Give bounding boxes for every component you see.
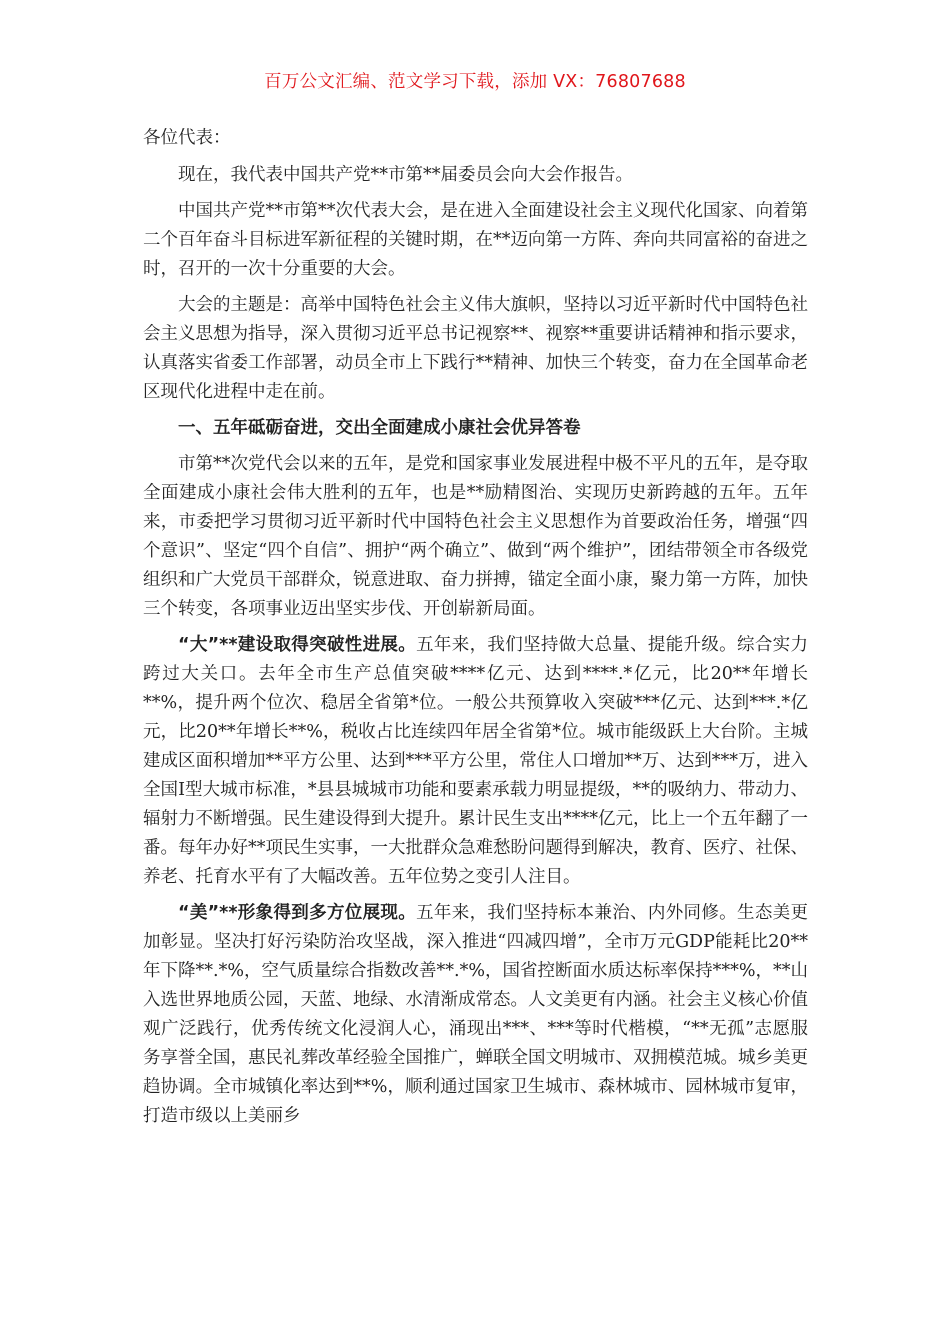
paragraph-6-lead: “美”**形象得到多方位展现。 — [178, 903, 417, 923]
paragraph-1: 现在，我代表中国共产党**市第**届委员会向大会作报告。 — [178, 165, 633, 185]
paragraph-5 — [143, 631, 808, 892]
header-banner: 百万公文汇编、范文学习下载，添加 VX：76807688 — [264, 72, 686, 92]
salutation: 各位代表： — [143, 128, 231, 148]
paragraph-2: 中国共产党**市第**次代表大会，是在进入全面建设社会主义现代化国家、向着第二个百年奋斗目标进军新征程的关键时期，在**迈向第一方阵、奔向共同富裕的奋进之时，召开的一次十分重要的大会。 — [143, 201, 808, 279]
paragraph-6 — [143, 899, 808, 1131]
section-heading-1: 一、五年砥砺奋进，交出全面建成小康社会优异答卷 — [178, 418, 581, 438]
paragraph-4: 市第**次党代会以来的五年，是党和国家事业发展进程中极不平凡的五年，是夺取全面建成小康社会伟大胜利的五年，也是**励精图治、实现历史新跨越的五年。五年来，市委把学习贯彻习近平新时代中国特色社会主义思想作为首要政治任务，增强“四个意识”、坚定“四个自信”、拥护“两个确立”、做到“两个维护”，团结带领全市各级党组织和广大党员干部群众，锐意进取、奋力拼搏，锚定全面小康，聚力第一方阵，加快三个转变，各项事业迈出坚实步伐、开创崭新局面。 — [143, 454, 808, 619]
paragraph-5-lead: “大”**建设取得突破性进展。 — [178, 635, 417, 655]
paragraph-5-body: 五年来，我们坚持做大总量、提能升级。综合实力跨过大关口。去年全市生产总值突破****亿元、达到****.*亿元，比20**年增长**%，提升两个位次、稳居全省第*位。一般公共预算收入突破***亿元、达到***.*亿元，比20**年增长**%，税收占比连续四年居全省第*位。城市能级跃上大台阶。主城建成区面积增加**平方公里、达到***平方公里，常住人口增加**万、达到***万，进入全国Ⅰ型大城市标准，*县县城城市功能和要素承载力明显提级，**的吸纳力、带动力、辐射力不断增强。民生建设得到大提升。累计民生支出****亿元，比上一个五年翻了一番。每年办好**项民生实事，一大批群众急难愁盼问题得到解决，教育、医疗、社保、养老、托育水平有了大幅改善。五年位势之变引人注目。 — [143, 635, 809, 887]
document-body — [143, 124, 808, 1138]
paragraph-3: 大会的主题是：高举中国特色社会主义伟大旗帜，坚持以习近平新时代中国特色社会主义思想为指导，深入贯彻习近平总书记视察**、视察**重要讲话精神和指示要求，认真落实省委工作部署，动员全市上下践行**精神、加快三个转变，奋力在全国革命老区现代化进程中走在前。 — [143, 295, 808, 402]
paragraph-6-body: 五年来，我们坚持标本兼治、内外同修。生态美更加彰显。坚决打好污染防治攻坚战，深入推进“四减四增”，全市万元GDP能耗比20**年下降**.*%，空气质量综合指数改善**.*%，国省控断面水质达标率保持***%，**山入选世界地质公园，天蓝、地绿、水清渐成常态。人文美更有内涵。社会主义核心价值观广泛践行，优秀传统文化浸润人心，涌现出***、***等时代楷模，“**无孤”志愿服务享誉全国，惠民礼葬改革经验全国推广，蝉联全国文明城市、双拥模范城。城乡美更趋协调。全市城镇化率达到**%，顺利通过国家卫生城市、森林城市、园林城市复审，打造市级以上美丽乡 — [143, 903, 809, 1126]
